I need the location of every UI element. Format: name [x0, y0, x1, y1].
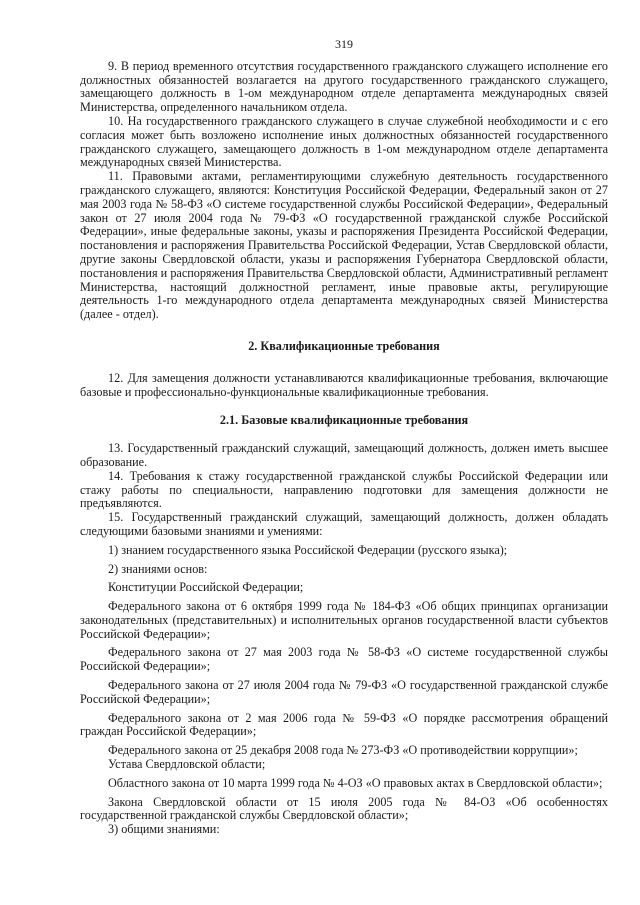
law-84-oz: Закона Свердловской области от 15 июля 2005 года № 84-ОЗ «Об особенностях государственной гражданской службы Свердловской области»; — [80, 794, 608, 823]
law-sverdlovsk-charter: Устава Свердловской области; — [108, 757, 266, 772]
law-273-fz: Федерального закона от 25 декабря 2008 года № 273-ФЗ «О противодействии коррупции»; — [108, 743, 578, 758]
paragraph-9: 9. В период временного отсутствия государственного гражданского служащего исполнение его должностных обязанностей возлагается на другого государственного гражданского служащего, замещающего должность в 1-ом международном отделе департамента международных связей Министерства, определенного начальником отдела. — [80, 58, 608, 115]
paragraph-13: 13. Государственный гражданский служащий, замещающий должность, должен иметь высшее образование. — [80, 441, 608, 469]
list-item-3: 3) общими знаниями: — [108, 822, 220, 837]
list-item-2: 2) знаниями основ: — [108, 561, 208, 576]
law-58-fz: Федерального закона от 27 мая 2003 года № 58-ФЗ «О системе государственной службы Российской Федерации»; — [80, 645, 608, 674]
paragraph-14: 14. Требования к стажу государственной гражданской службы Российской Федерации или стажу работы по специальности, направлению подготовки для замещения должности не предъявляются. — [80, 468, 608, 511]
law-4-oz: Областного закона от 10 марта 1999 года № 4-ОЗ «О правовых актах в Свердловской области»; — [108, 775, 603, 790]
law-constitution: Конституции Российской Федерации; — [108, 580, 304, 595]
page-number: 319 — [335, 37, 353, 51]
section-2-heading: 2. Квалификационные требования — [248, 338, 440, 353]
paragraph-10: 10. На государственного гражданского служащего в случае служебной необходимости и с его согласия может быть возложено исполнение иных должностных обязанностей государственного гражданского служащего, замещающего должность в 1-ом международном отделе департамента международных связей Министерства. — [80, 113, 608, 170]
law-79-fz: Федерального закона от 27 июля 2004 года № 79-ФЗ «О государственной гражданской службе Российской Федерации»; — [80, 678, 608, 706]
paragraph-11: 11. Правовыми актами, регламентирующими служебную деятельность государственного гражданского служащего, являются: Конституция Российской Федерации, Федеральный закон от 27 мая 2003 года № 58-ФЗ «О системе государственной службы Российской Федерации», Федеральный закон от 27 июля 2004 года № 79-ФЗ «О государственной гражданской службе Российской Федерации», иные федеральные законы, указы и распоряжения Президента Российской Федерации, постановления и распоряжения Правительства Российской Федерации, Устав Свердловской области, другие законы Свердловской области, указы и распоряжения Губернатора Свердловской области, постановления и распоряжения Правительства Свердловской области, Административный регламент Министерства, настоящий должностной регламент, иные правовые акты, регулирующие деятельность 1-го международного отдела департамента международных связей Министерства (далее - отдел). — [80, 169, 608, 322]
paragraph-12: 12. Для замещения должности устанавливаются квалификационные требования, включающие базовые и профессионально-функциональные квалификационные требования. — [80, 370, 608, 399]
law-59-fz: Федерального закона от 2 мая 2006 года № 59-ФЗ «О порядке рассмотрения обращений граждан Российской Федерации»; — [80, 710, 608, 739]
paragraph-15: 15. Государственный гражданский служащий, замещающий должность, должен обладать следующими базовыми знаниями и умениями: — [80, 510, 608, 538]
list-item-1: 1) знанием государственного языка Российской Федерации (русского языка); — [108, 542, 508, 557]
section-2-1-heading: 2.1. Базовые квалификационные требования — [219, 413, 469, 428]
document-page — [80, 38, 608, 837]
law-184-fz: Федерального закона от 6 октября 1999 года № 184-ФЗ «Об общих принципах организации законодательных (представительных) и исполнительных органов государственной власти субъектов Российской Федерации»; — [80, 599, 608, 641]
